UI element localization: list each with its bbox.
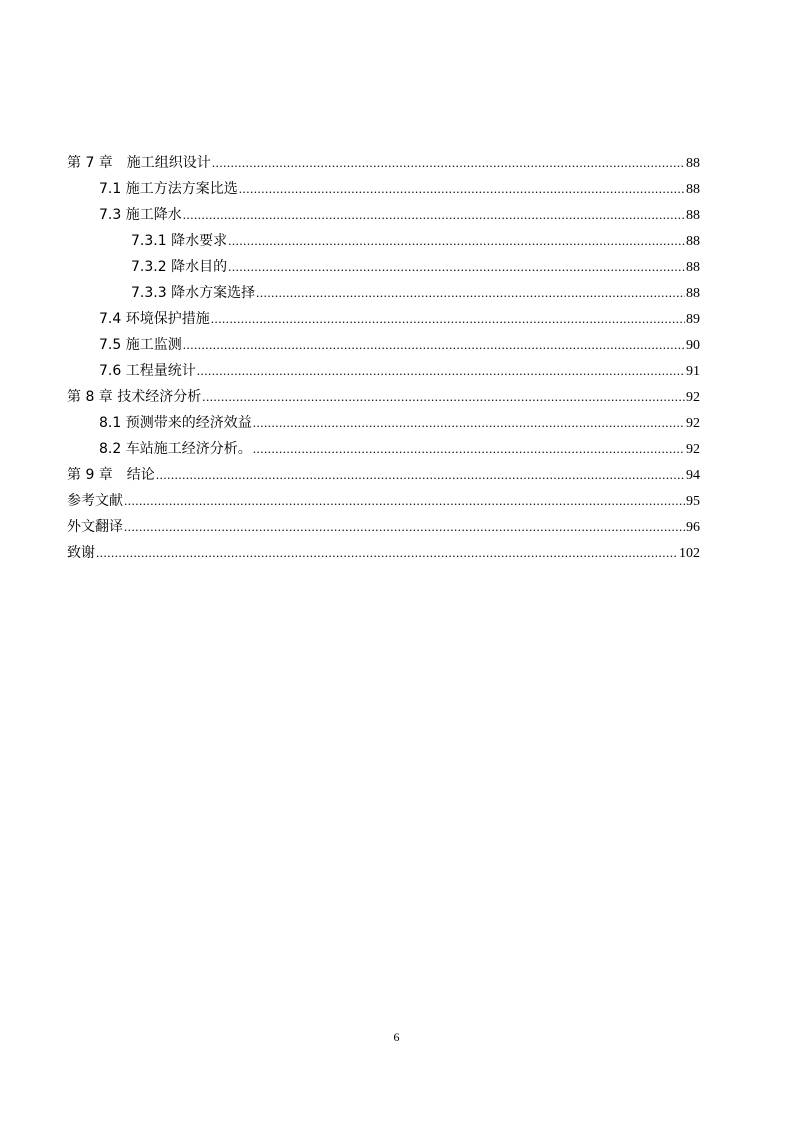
toc-dot-leader: [228, 254, 685, 280]
toc-entry-title: 7.3.2 降水目的: [131, 259, 228, 275]
toc-entry[interactable]: [67, 254, 700, 280]
toc-entry-title: 致谢: [67, 545, 95, 561]
toc-entry-title: 7.4 环境保护措施: [99, 311, 210, 327]
toc-entry-title: 7.6 工程量统计: [99, 363, 196, 379]
toc-entry[interactable]: [67, 540, 700, 566]
toc-entry[interactable]: [67, 176, 700, 202]
toc-entry-page: 95: [686, 494, 700, 509]
toc-entry[interactable]: [67, 228, 700, 254]
toc-dot-leader: [96, 540, 678, 566]
toc-dot-leader: [228, 228, 685, 254]
toc-entry[interactable]: [67, 280, 700, 306]
toc-entry-page: 88: [686, 234, 700, 249]
toc-entry[interactable]: [67, 358, 700, 384]
toc-entry-title: 第 7 章 施工组织设计: [67, 155, 211, 171]
toc-entry[interactable]: [67, 514, 700, 540]
toc-dot-leader: [183, 332, 685, 358]
toc-entry-page: 94: [686, 468, 700, 483]
toc-entry-page: 96: [686, 520, 700, 535]
toc-dot-leader: [211, 306, 685, 332]
toc-entry[interactable]: [67, 384, 700, 410]
toc-entry-title: 外文翻译: [67, 519, 123, 535]
toc-entry-page: 88: [686, 182, 700, 197]
toc-dot-leader: [212, 150, 685, 176]
toc-entry[interactable]: [67, 150, 700, 176]
toc-entry-page: 88: [686, 260, 700, 275]
toc-dot-leader: [253, 436, 685, 462]
toc-entry-title: 第 8 章 技术经济分析: [67, 389, 202, 405]
table-of-contents: [67, 150, 700, 566]
toc-entry-title: 参考文献: [67, 493, 123, 509]
toc-dot-leader: [239, 176, 685, 202]
toc-entry-page: 90: [686, 338, 700, 353]
toc-entry[interactable]: [67, 462, 700, 488]
toc-entry[interactable]: [67, 202, 700, 228]
toc-entry-page: 92: [686, 416, 700, 431]
toc-entry-page: 91: [686, 364, 700, 379]
toc-entry-title: 8.1 预测带来的经济效益: [99, 415, 252, 431]
toc-entry-title: 7.3.1 降水要求: [131, 233, 228, 249]
toc-entry-page: 89: [686, 312, 700, 327]
toc-dot-leader: [156, 462, 685, 488]
toc-entry-title: 7.5 施工监测: [99, 337, 182, 353]
toc-entry-page: 88: [686, 208, 700, 223]
toc-entry-title: 7.3 施工降水: [99, 207, 182, 223]
toc-dot-leader: [256, 280, 685, 306]
toc-entry[interactable]: [67, 332, 700, 358]
toc-entry-page: 92: [686, 390, 700, 405]
toc-entry-page: 102: [679, 546, 700, 561]
toc-dot-leader: [124, 488, 685, 514]
toc-dot-leader: [124, 514, 685, 540]
toc-entry-page: 92: [686, 442, 700, 457]
toc-entry-title: 8.2 车站施工经济分析。: [99, 441, 252, 457]
toc-entry-title: 7.1 施工方法方案比选: [99, 181, 238, 197]
toc-dot-leader: [183, 202, 685, 228]
toc-entry[interactable]: [67, 410, 700, 436]
toc-dot-leader: [202, 384, 685, 410]
toc-dot-leader: [197, 358, 685, 384]
page-number: 6: [393, 1030, 400, 1044]
toc-entry[interactable]: [67, 306, 700, 332]
toc-entry-title: 7.3.3 降水方案选择: [131, 285, 256, 301]
toc-entry-page: 88: [686, 286, 700, 301]
toc-entry[interactable]: [67, 488, 700, 514]
toc-entry-title: 第 9 章 结论: [67, 467, 155, 483]
toc-entry[interactable]: [67, 436, 700, 462]
toc-dot-leader: [253, 410, 685, 436]
toc-entry-page: 88: [686, 156, 700, 171]
